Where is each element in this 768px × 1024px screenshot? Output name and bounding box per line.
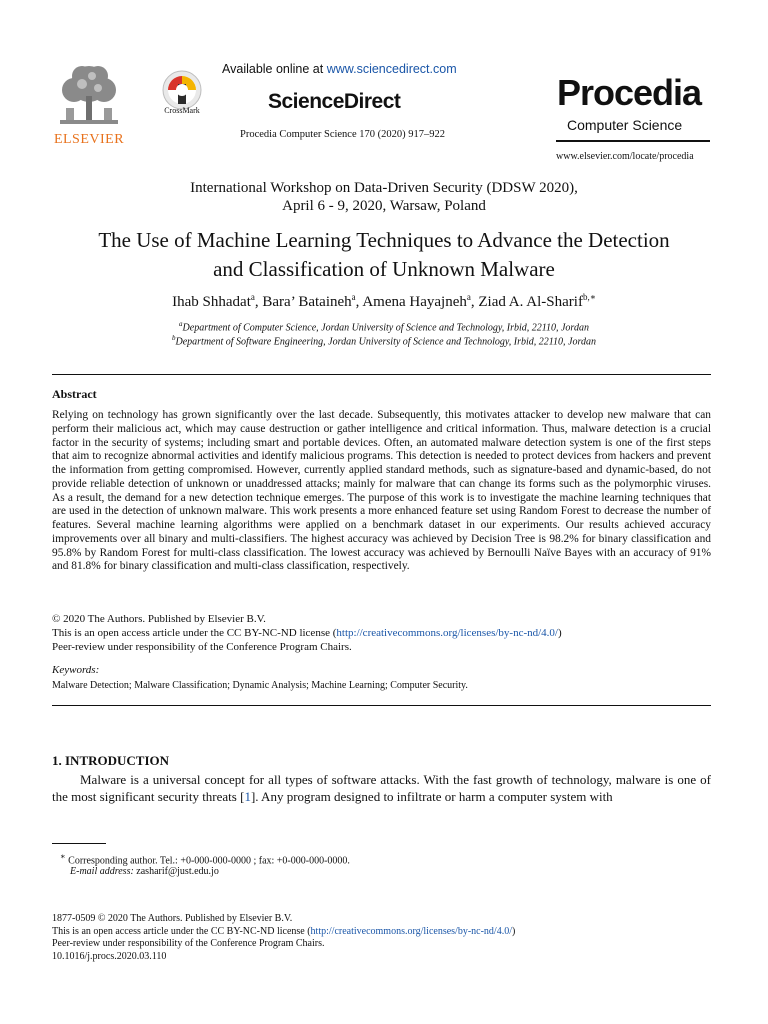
abstract-body: Relying on technology has grown significantly over the last decade. Subsequently, this motivates attacker to develop new malware that can perform their malicious act, which may cause destruction or gather intelligence and critical information. Thus, malware detection is a crucial factor in the security of systems; including smart and portable devices. Often, an automated malware detection system is one of the first steps that aim to recognize abnormal activities and identify malicious programs. This detection is needed to protect devices from hackers and prevent the information from getting compromised. However, currently applied standard methods, such as signature-based and dynamic-based, do not provide reliable detection of unknown or unaddressed attacks; mainly for malware that can change its forms such as the polymorphic viruses. As a result, the demand for a new detection technique emerges. The purpose of this work is to investigate the machine learning techniques that are used in the detection of unknown malware. This work presents a more enhanced feature set using Random Forest to decrease the number of features. Several machine learning algorithms were applied on a benchmark dataset in our experiments. Our results achieved accuracy improvements over all binary and multi-classifiers. The highest accuracy was achieved by Decision Tree is 98.2% for binary classification and 95.8% by Random Forest for multi-class classification. The lowest accuracy was achieved by Bernoulli Naïve Bayes with an accuracy of 91% and 81.8% for binary classification and multi-class classification, respectively. xyxy=(52,409,711,573)
crossmark-label: CrossMark xyxy=(164,106,200,115)
procedia-subtitle: Computer Science xyxy=(567,117,683,133)
crossmark-icon[interactable] xyxy=(162,70,202,110)
footnote-rule xyxy=(52,843,106,844)
journal-reference: Procedia Computer Science 170 (2020) 917–922 xyxy=(240,129,445,140)
author: Bara’ Bataineh$^a$, xyxy=(262,292,363,310)
workshop-line-2: April 6 - 9, 2020, Warsaw, Poland xyxy=(282,198,486,214)
keywords-list: Malware Detection; Malware Classification; Dynamic Analysis; Machine Learning; Computer Security. xyxy=(52,680,468,691)
issn-line: 1877-0509 © 2020 The Authors. Published by Elsevier B.V. xyxy=(52,913,293,924)
sciencedirect-title: ScienceDirect xyxy=(268,90,401,113)
paper-title-line-1: The Use of Machine Learning Techniques to Advance the Detection xyxy=(98,228,670,252)
doi[interactable]: 10.1016/j.procs.2020.03.110 xyxy=(52,950,167,962)
author: Ziad A. Al-Sharif$^{b,∗}$ xyxy=(478,292,596,310)
author: Amena Hayajneh$^a$, xyxy=(362,292,479,310)
footer-license-line: This is an open access article under the CC BY-NC-ND license (http://creativecommons.org/licenses/by-nc-nd/4.0/) xyxy=(52,925,516,937)
footnote-corresponding: ∗ Corresponding author. Tel.: +0-000-000-0000 ; fax: +0-000-000-0000. xyxy=(60,852,350,867)
license-link[interactable]: http://creativecommons.org/licenses/by-nc-nd/4.0/ xyxy=(336,627,558,639)
citation-link[interactable]: 1 xyxy=(244,789,251,804)
procedia-divider xyxy=(556,140,710,142)
introduction-paragraph: Malware is a universal concept for all types of software attacks. With the fast growth of technology, malware is one of the most significant security threats [1]. Any program designed to infiltrate or harm a computer system with xyxy=(52,772,711,804)
paper-title-line-2: and Classification of Unknown Malware xyxy=(213,257,555,281)
paper-title xyxy=(0,226,768,284)
footer-peer-review: Peer-review under responsibility of the Conference Program Chairs. xyxy=(52,938,325,949)
license-line: This is an open access article under the CC BY-NC-ND license (http://creativecommons.org/licenses/by-nc-nd/4.0/) xyxy=(52,627,562,639)
abstract-license-block xyxy=(52,612,711,654)
copyright-line: © 2020 The Authors. Published by Elsevier B.V. xyxy=(52,613,266,625)
available-online xyxy=(222,62,457,76)
footer-license-link[interactable]: http://creativecommons.org/licenses/by-nc-nd/4.0/ xyxy=(310,925,512,937)
footnote-email: E-mail address: zasharif@just.edu.jo xyxy=(70,866,219,877)
abstract-heading: Abstract xyxy=(52,387,97,401)
keywords-heading: Keywords: xyxy=(52,664,100,676)
affiliation-b: $^b$Department of Software Engineering, Jordan University of Science and Technology, Irbid, 22110, Jordan xyxy=(172,334,596,348)
elsevier-wordmark: ELSEVIER xyxy=(53,132,125,147)
sciencedirect-link[interactable]: www.sciencedirect.com xyxy=(326,62,457,76)
author: Ihab Shhadat$^a$, xyxy=(172,292,263,310)
section-heading-introduction: 1. INTRODUCTION xyxy=(52,753,170,768)
abstract-bottom-rule xyxy=(52,705,711,706)
workshop-line-1: International Workshop on Data-Driven Security (DDSW 2020), xyxy=(190,180,578,196)
available-prefix: Available online at xyxy=(222,62,327,76)
page-footer xyxy=(52,913,515,963)
author-list xyxy=(0,292,768,311)
peer-review-line: Peer-review under responsibility of the Conference Program Chairs. xyxy=(52,641,352,653)
procedia-logo: Procedia xyxy=(557,72,702,113)
affiliation-a: $^a$Department of Computer Science, Jordan University of Science and Technology, Irbid, 22110, Jordan xyxy=(179,320,589,334)
elsevier-url[interactable]: www.elsevier.com/locate/procedia xyxy=(556,151,694,162)
abstract-top-rule xyxy=(52,374,711,375)
